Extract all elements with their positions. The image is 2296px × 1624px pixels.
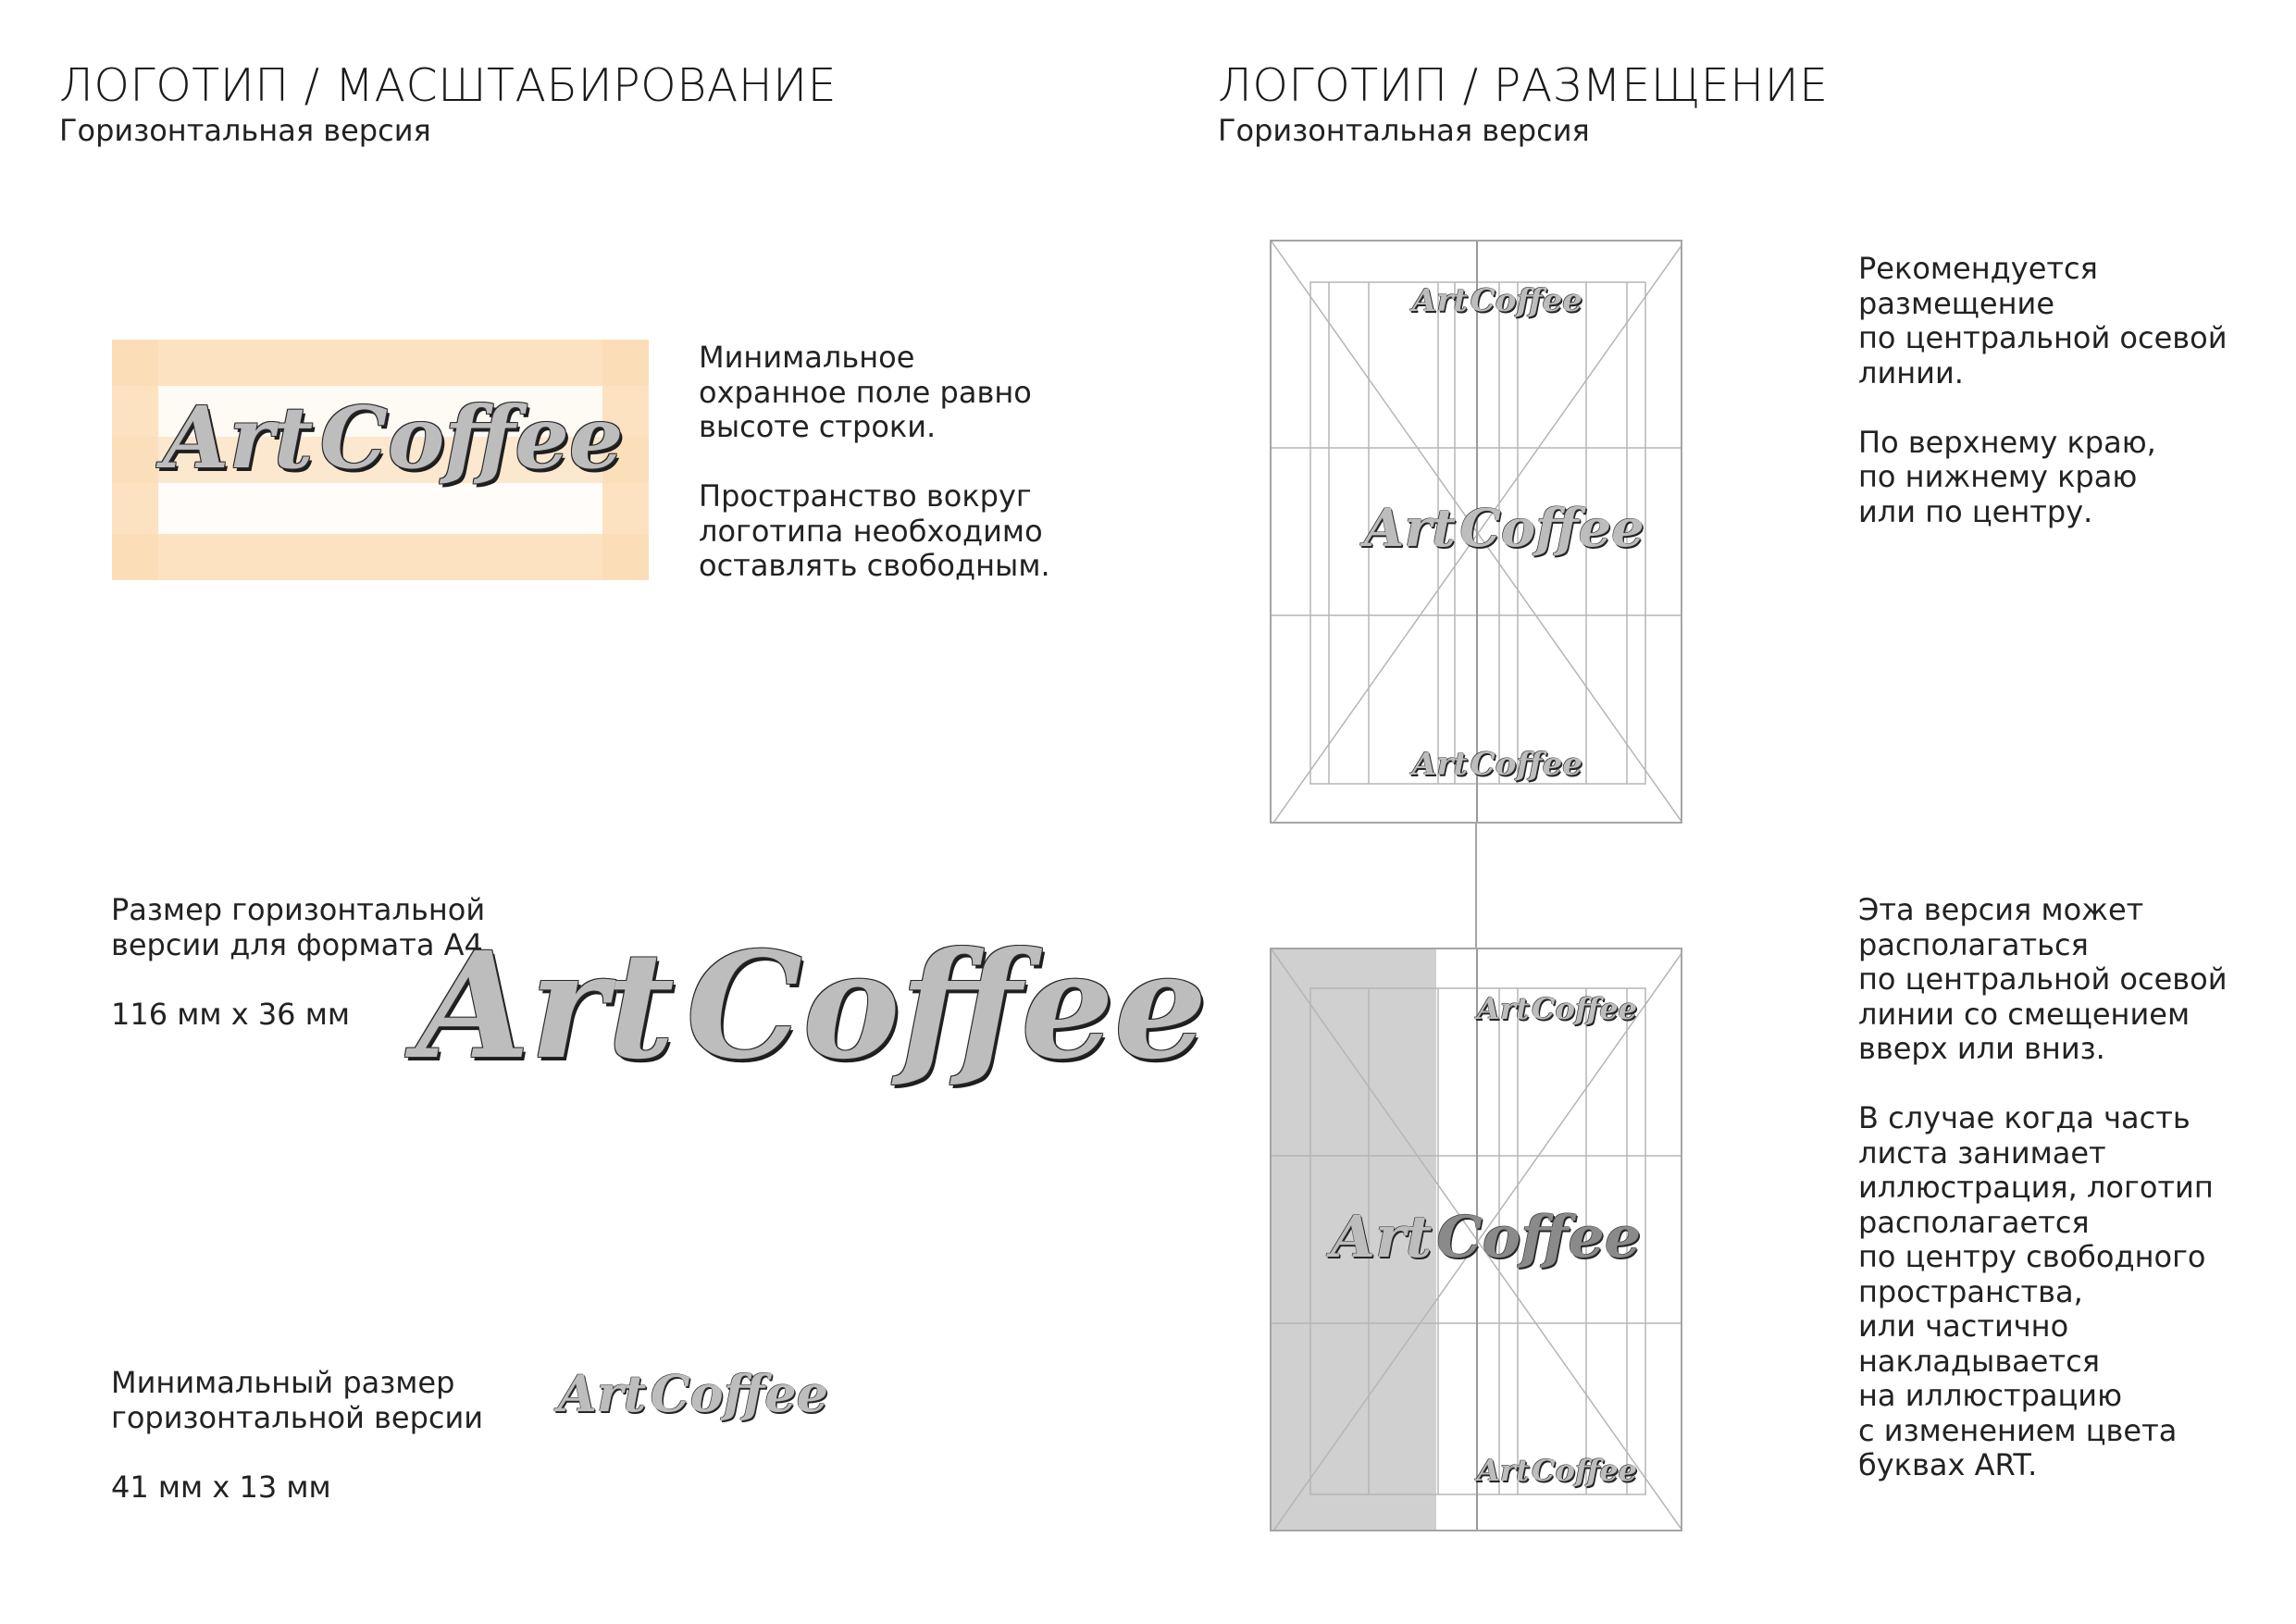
a4-size-value: 116 мм х 36 мм xyxy=(111,996,350,1032)
right-page-title: ЛОГОТИП / РАЗМЕЩЕНИЕ xyxy=(1218,59,1829,112)
logo-guard: ArtCoffee xyxy=(163,388,624,488)
logo-a4-size: ArtCoffee xyxy=(416,921,1208,1092)
a4-size-description: Размер горизонтальной версии для формата A4 116 мм х 36 мм xyxy=(111,892,486,1032)
min-size-description: Минимальный размер горизонтальной версии 41 мм х 13 мм xyxy=(111,1365,484,1505)
logo-top-placement: ArtCoffee xyxy=(1412,282,1582,319)
right-page-subtitle: Горизонтальная версия xyxy=(1218,113,1590,148)
guard-band-bottom xyxy=(112,534,649,580)
guard-band-top xyxy=(112,340,649,386)
placement-frame-recommended xyxy=(1270,240,1682,824)
left-page-title: ЛОГОТИП / МАСШТАБИРОВАНИЕ xyxy=(59,59,838,112)
guard-field-diagram xyxy=(112,340,649,580)
placement-recommendation-text: Рекомендуется размещение по центральной осевой линии. По верхнему краю, по нижнему краю или по центру. xyxy=(1858,251,2228,529)
logo-on-illustration: ArtCoffee xyxy=(1331,1203,1642,1271)
placement-frame-with-illustration xyxy=(1270,948,1682,1531)
logo-bottom-offset: ArtCoffee xyxy=(1477,1453,1638,1488)
central-axis-connector xyxy=(1475,824,1477,948)
logo-center-placement: ArtCoffee xyxy=(1364,498,1644,559)
min-size-value: 41 мм х 13 мм xyxy=(111,1469,331,1505)
placement-offset-text: Эта версия может располагаться по центральной осевой линии со смещением вверх или вниз. В случае когда часть листа занимает иллюстрация, логотип располагается по центру свободного пространства, или частично накладывается на иллюстрацию с изменением цвета буквах ART. xyxy=(1858,892,2228,1482)
logo-bottom-placement: ArtCoffee xyxy=(1412,746,1582,783)
left-page-subtitle: Горизонтальная версия xyxy=(59,113,431,148)
logo-top-offset: ArtCoffee xyxy=(1477,991,1638,1026)
logo-min-size: ArtCoffee xyxy=(558,1364,828,1423)
guard-description: Минимальное охранное поле равно высоте строки. Пространство вокруг логотипа необходимо оставлять свободным. xyxy=(699,340,1050,583)
